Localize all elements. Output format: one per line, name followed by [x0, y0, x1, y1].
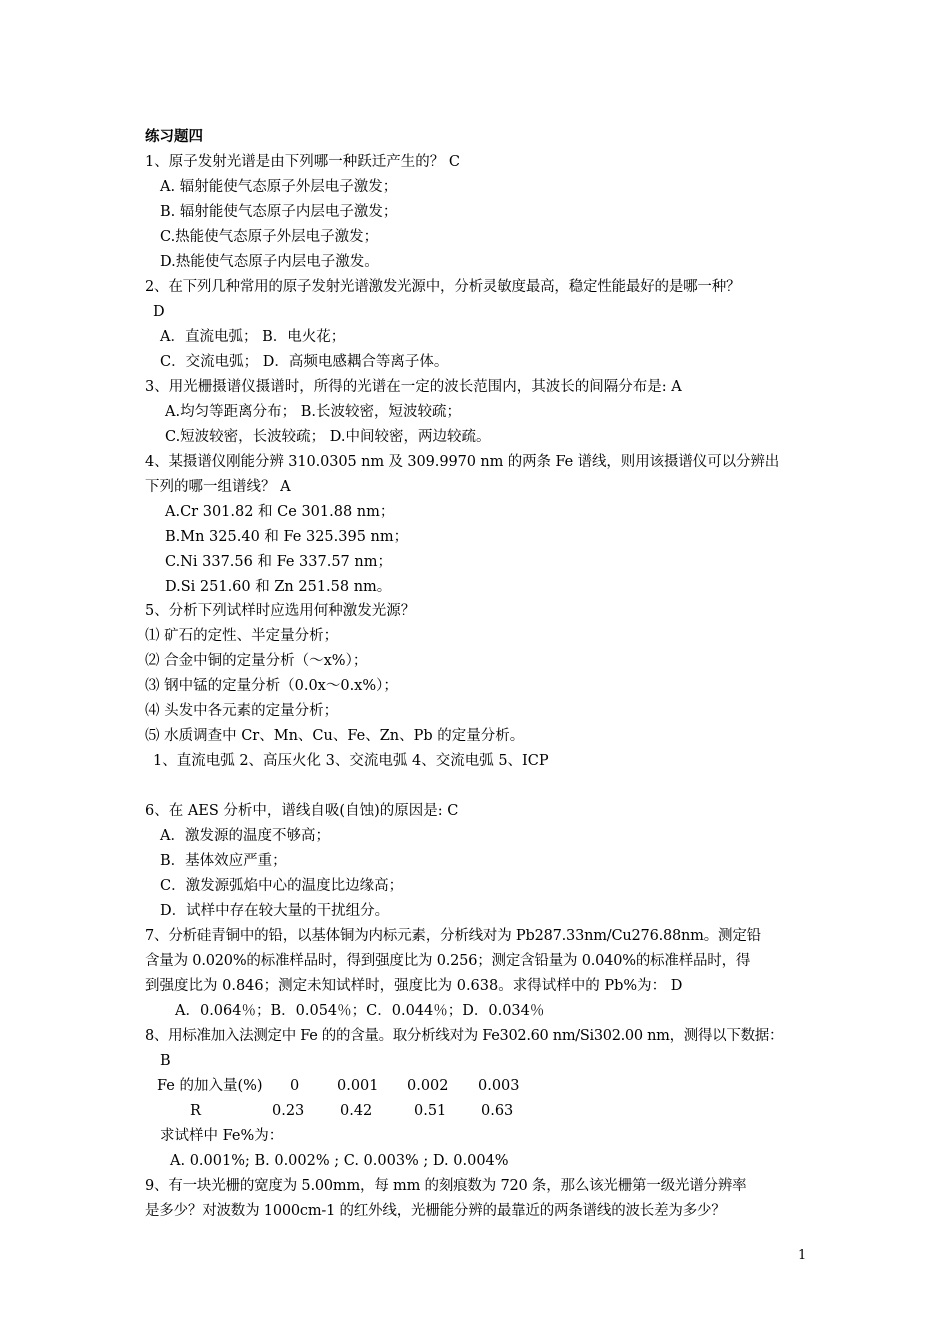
item-5-1: ⑴ 矿石的定性、半定量分析； [145, 628, 339, 644]
page-number: 1 [798, 1248, 807, 1263]
page-title: 练习题四 [145, 128, 203, 145]
answer-8: B [160, 1053, 171, 1069]
option-6c: C．激发源弧焰中心的温度比边缘高； [160, 878, 404, 894]
table-cell: 0 [290, 1078, 300, 1094]
question-9-cont: 是多少？对波数为 1000cm-1 的红外线，光栅能分辨的最靠近的两条谱线的波长差为多少？ [145, 1203, 726, 1219]
item-5-3: ⑶ 钢中锰的定量分析（0.0x～0.x%）； [145, 678, 398, 694]
option-1b: B. 辐射能使气态原子内层电子激发； [160, 204, 398, 220]
question-8: 8、用标准加入法测定中 Fe 的的含量。取分析线对为 Fe302.60 nm/Si302.00 nm，测得以下数据： [145, 1028, 784, 1044]
options-3cd: C.短波较密，长波较疏； D.中间较密，两边较疏。 [165, 429, 491, 445]
option-4d: D.Si 251.60 和 Zn 251.58 nm。 [165, 579, 392, 595]
table-cell: 0.003 [478, 1078, 520, 1094]
option-4b: B.Mn 325.40 和 Fe 325.395 nm； [165, 529, 409, 545]
table-cell: 0.63 [481, 1103, 514, 1119]
table-cell: 0.42 [340, 1103, 373, 1119]
option-6a: A．激发源的温度不够高； [160, 828, 330, 844]
options-8: A. 0.001%; B. 0.002% ; C. 0.003% ; D. 0.004% [170, 1153, 509, 1169]
option-6d: D．试样中存在较大量的干扰组分。 [160, 903, 390, 919]
question-7-cont2: 到强度比为 0.846；测定未知试样时，强度比为 0.638。求得试样中的 Pb%为： D [145, 978, 683, 994]
option-1c: C.热能使气态原子外层电子激发； [160, 229, 379, 245]
question-7: 7、分析硅青铜中的铅，以基体铜为内标元素，分析线对为 Pb287.33nm/Cu276.88nm。测定铅 [145, 928, 761, 944]
option-6b: B．基体效应严重； [160, 853, 287, 869]
option-4c: C.Ni 337.56 和 Fe 337.57 nm； [165, 554, 392, 570]
table-row1-label: Fe 的加入量(%) [157, 1078, 263, 1094]
options-7: A．0.064％；B．0.054％；C．0.044％；D．0.034％ [175, 1003, 545, 1019]
table-cell: 0.23 [272, 1103, 305, 1119]
table-cell: 0.51 [414, 1103, 447, 1119]
question-5: 5、分析下列试样时应选用何种激发光源？ [145, 603, 416, 619]
table-cell: 0.001 [337, 1078, 379, 1094]
option-1d: D.热能使气态原子内层电子激发。 [160, 254, 379, 270]
item-5-4: ⑷ 头发中各元素的定量分析； [145, 703, 339, 719]
options-3ab: A.均匀等距离分布； B.长波较密，短波较疏； [165, 404, 461, 420]
item-5-2: ⑵ 合金中铜的定量分析（～x%）； [145, 653, 368, 669]
options-2cd: C．交流电弧； D．高频电感耦合等离子体。 [160, 354, 449, 370]
question-7-cont1: 含量为 0.020%的标准样品时，得到强度比为 0.256；测定含铅量为 0.040%的标准样品时，得 [145, 953, 751, 969]
option-4a: A.Cr 301.82 和 Ce 301.88 nm； [165, 504, 395, 520]
question-4: 4、某摄谱仪刚能分辨 310.0305 nm 及 309.9970 nm 的两条 Fe 谱线，则用该摄谱仪可以分辨出 [145, 454, 780, 470]
question-9: 9、有一块光栅的宽度为 5.00mm，每 mm 的刻痕数为 720 条，那么该光栅第一级光谱分辨率 [145, 1178, 747, 1194]
question-3: 3、用光栅摄谱仪摄谱时，所得的光谱在一定的波长范围内，其波长的间隔分布是: A [145, 379, 682, 395]
question-2: 2、在下列几种常用的原子发射光谱激发光源中，分析灵敏度最高，稳定性能最好的是哪一种？ [145, 279, 741, 295]
options-2ab: A．直流电弧； B．电火花； [160, 329, 346, 345]
question-6: 6、在 AES 分析中，谱线自吸(自蚀)的原因是: C [145, 803, 459, 819]
item-5-5: ⑸ 水质调查中 Cr、Mn、Cu、Fe、Zn、Pb 的定量分析。 [145, 728, 525, 744]
question-8-ask: 求试样中 Fe%为： [160, 1128, 284, 1144]
option-1a: A. 辐射能使气态原子外层电子激发； [160, 179, 398, 195]
table-row2-label: R [190, 1103, 201, 1119]
answer-5: 1、直流电弧 2、高压火化 3、交流电弧 4、交流电弧 5、ICP [153, 753, 549, 769]
question-1: 1、原子发射光谱是由下列哪一种跃迁产生的？ C [145, 154, 460, 170]
question-4-cont: 下列的哪一组谱线？ A [145, 479, 291, 495]
answer-2: D [153, 304, 165, 320]
table-cell: 0.002 [407, 1078, 449, 1094]
